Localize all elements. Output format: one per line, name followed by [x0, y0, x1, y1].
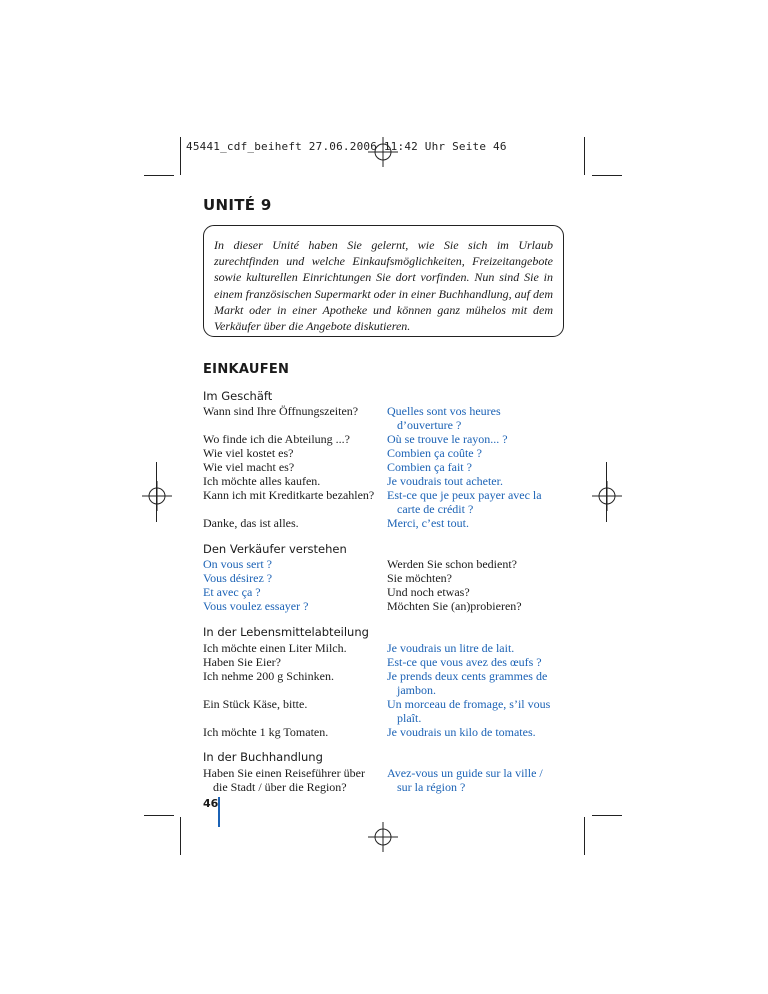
registration-mark-icon — [368, 822, 398, 852]
phrase-fr: Je prends deux cents grammes de jambon. — [387, 669, 548, 697]
phrase-fr: Je voudrais un litre de lait. — [387, 641, 515, 655]
phrase-fr: On vous sert ? — [203, 557, 272, 571]
phrase-de: Wie viel kostet es? — [203, 446, 294, 460]
phrase-fr: Avez-vous un guide sur la ville / sur la région ? — [387, 766, 543, 794]
phrase-de: Möchten Sie (an)probieren? — [387, 599, 522, 613]
phrase-de: Wann sind Ihre Öffnungszeiten? — [203, 404, 359, 418]
subheading-geschaeft: Im Geschäft — [203, 389, 273, 403]
phrase-de: Ich möchte 1 kg Tomaten. — [203, 725, 329, 739]
phrase-fr: Combien ça fait ? — [387, 460, 472, 474]
phrase-de: Und noch etwas? — [387, 585, 470, 599]
phrase-de: Ich möchte alles kaufen. — [203, 474, 321, 488]
crop-mark — [584, 137, 585, 175]
intro-text: In dieser Unité haben Sie gelernt, wie Sie sich im Urlaub zurechtfinden und welche Einkaufsmöglichkeiten, Freizeitangebote sowie kulturellen Einrichtungen Sie dort vorfinden. Nun sind Sie in einem französischen Supermarkt oder in einer Buchhandlung, auf dem Markt oder in einer Apotheke und können ganz mühelos mit dem Verkäufer über die Angebote diskutieren. — [214, 238, 553, 334]
subheading-lebensmittel: In der Lebensmittelabteilung — [203, 625, 369, 639]
phrase-de: Wie viel macht es? — [203, 460, 295, 474]
phrase-de: Ich möchte einen Liter Milch. — [203, 641, 347, 655]
intro-box — [203, 225, 564, 337]
phrase-fr: Merci, c’est tout. — [387, 516, 469, 530]
phrase-de: Ich nehme 200 g Schinken. — [203, 669, 334, 683]
phrase-fr: Et avec ça ? — [203, 585, 261, 599]
section-heading: EINKAUFEN — [203, 362, 290, 377]
phrase-de: Werden Sie schon bedient? — [387, 557, 517, 571]
page-number-bar — [218, 797, 220, 827]
phrase-de: Kann ich mit Kreditkarte bezahlen? — [203, 488, 375, 502]
phrase-de: Danke, das ist alles. — [203, 516, 299, 530]
phrase-fr: Vous désirez ? — [203, 571, 273, 585]
phrase-fr: Combien ça coûte ? — [387, 446, 482, 460]
phrase-de: Haben Sie einen Reiseführer über die Stadt / über die Region? — [203, 766, 365, 794]
phrase-fr: Je voudrais un kilo de tomates. — [387, 725, 536, 739]
phrase-de: Sie möchten? — [387, 571, 452, 585]
phrase-fr: Est-ce que vous avez des œufs ? — [387, 655, 542, 669]
phrase-de: Haben Sie Eier? — [203, 655, 281, 669]
crop-mark — [180, 137, 181, 175]
phrase-fr: Quelles sont vos heures d’ouverture ? — [387, 404, 501, 432]
phrase-fr: Vous voulez essayer ? — [203, 599, 309, 613]
crop-mark — [592, 175, 622, 176]
phrase-fr: Un morceau de fromage, s’il vous plaît. — [387, 697, 551, 725]
registration-mark-icon — [142, 481, 172, 511]
crop-mark — [180, 817, 181, 855]
crop-mark — [144, 815, 174, 816]
print-slug: 45441_cdf_beiheft 27.06.2006 11:42 Uhr Seite 46 — [186, 140, 507, 153]
crop-mark — [144, 175, 174, 176]
phrase-de: Ein Stück Käse, bitte. — [203, 697, 308, 711]
phrase-de: Wo finde ich die Abteilung ...? — [203, 432, 350, 446]
subheading-buchhandlung: In der Buchhandlung — [203, 750, 323, 764]
crop-mark — [584, 817, 585, 855]
phrase-fr: Est-ce que je peux payer avec la carte de crédit ? — [387, 488, 542, 516]
unit-title: UNITÉ 9 — [203, 196, 272, 214]
page-number: 46 — [203, 797, 219, 810]
crop-mark — [592, 815, 622, 816]
phrase-fr: Je voudrais tout acheter. — [387, 474, 503, 488]
registration-mark-icon — [592, 481, 622, 511]
subheading-verkaeufer: Den Verkäufer verstehen — [203, 542, 347, 556]
phrase-fr: Où se trouve le rayon... ? — [387, 432, 508, 446]
